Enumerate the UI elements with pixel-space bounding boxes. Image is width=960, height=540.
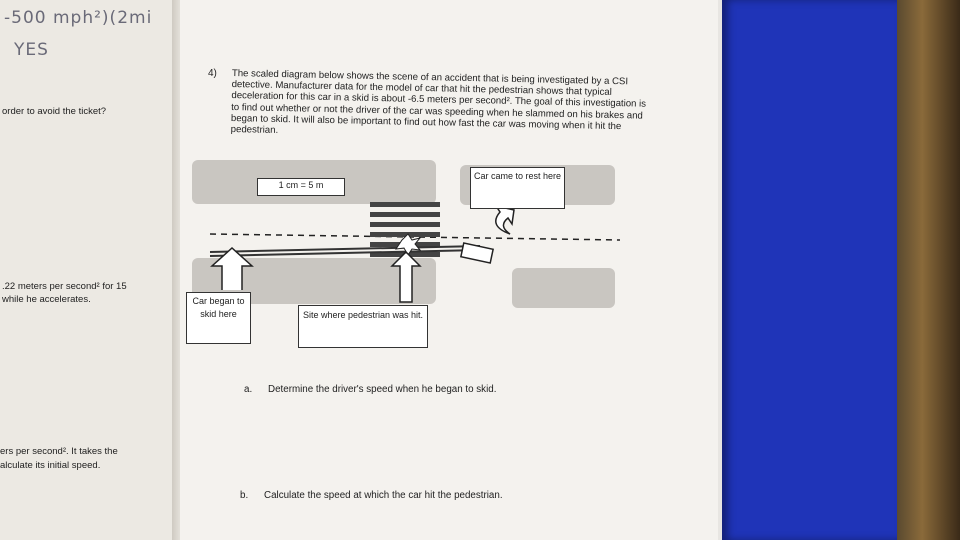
subq-a-text: Determine the driver's speed when he began to skid. (268, 384, 497, 395)
blue-folder (722, 0, 897, 540)
skid-label: Car began to skid here (186, 292, 251, 344)
left-ticket-text: order to avoid the ticket? (2, 106, 107, 117)
rest-label: Car came to rest here (470, 167, 565, 209)
handwritten-yes: YES (14, 40, 49, 60)
background-table (897, 0, 960, 540)
site-label: Site where pedestrian was hit. (298, 305, 428, 348)
left-accel-line1: .22 meters per second² for 15 (2, 281, 127, 292)
left-bottom-line1: ers per second². It takes the (0, 446, 118, 457)
handwritten-equation: -500 mph²)(2mi (4, 8, 153, 28)
question-text: The scaled diagram below shows the scene of an accident that is being investigated by a CSI detective. Manufacturer data for the model of car that hit the pedestrian shows that typical deceleration for this car in a skid is about -6.5 meters per second². The goal of this investigation is to find out whether or not the driver of the car was speeding when he slammed on his brakes and began to skid. It will also be important to find out how fast the car was moving when it hit the pedestrian. (230, 68, 647, 136)
subq-b-letter: b. (240, 490, 249, 501)
left-accel-line2: while he accelerates. (2, 294, 91, 305)
subq-a-letter: a. (244, 384, 253, 395)
subq-b-text: Calculate the speed at which the car hit the pedestrian. (264, 490, 503, 501)
scale-label: 1 cm = 5 m (257, 178, 345, 196)
left-bottom-line2: alculate its initial speed. (0, 460, 101, 471)
question-number: 4) (208, 68, 217, 79)
